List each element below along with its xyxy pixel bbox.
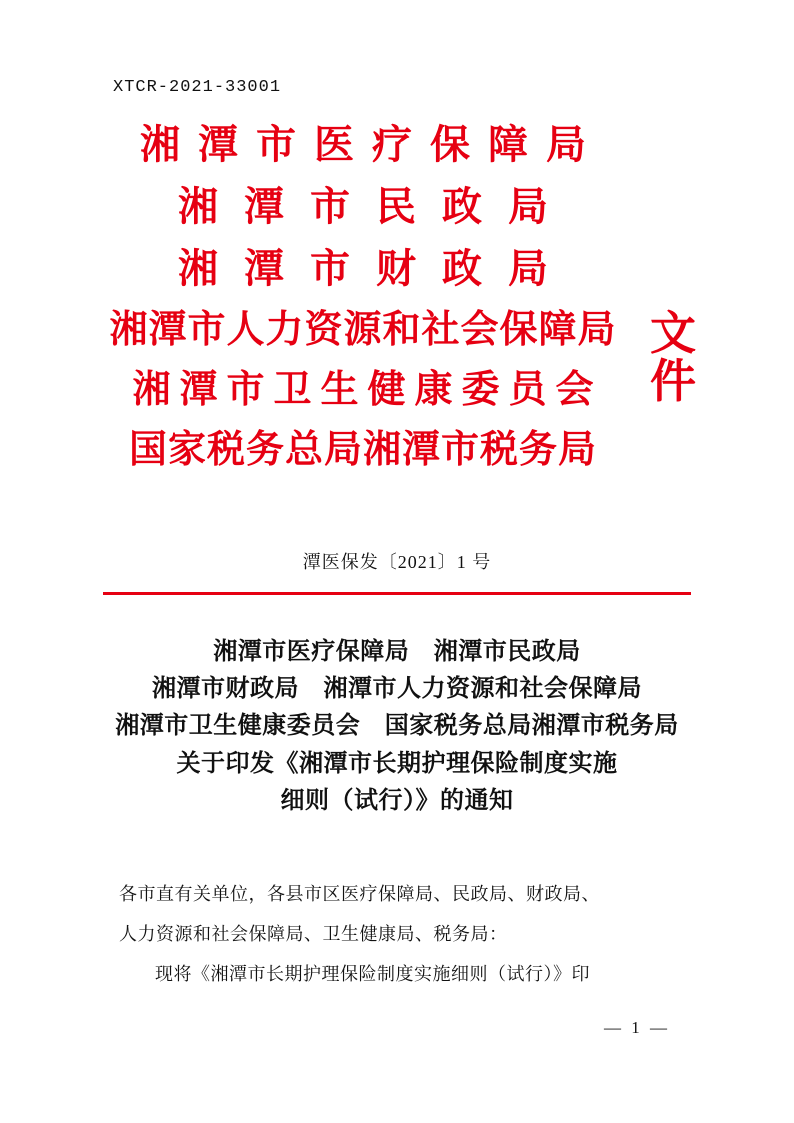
masthead-line-6: 国家税务总局湘潭市税务局 (128, 429, 597, 471)
page-number: — 1 — (604, 1018, 670, 1037)
salutation-line-1: 各市直有关单位，各县市区医疗保障局、民政局、财政局、 (119, 884, 600, 904)
title-line-3: 湘潭市卫生健康委员会 国家税务总局湘潭市税务局 (115, 713, 679, 740)
masthead (0, 122, 794, 515)
masthead-line-3: 湘潭市财政局 (178, 246, 574, 291)
red-divider (103, 592, 691, 595)
title-line-4: 关于印发《湘潭市长期护理保险制度实施 (176, 750, 618, 777)
issue-number: 潭医保发〔2021〕1 号 (302, 552, 492, 572)
title-line-5: 细则（试行）》的通知 (280, 787, 514, 814)
title-line-2: 湘潭市财政局 湘潭市人力资源和社会保障局 (152, 676, 642, 703)
body-paragraph-1: 现将《湘潭市长期护理保险制度实施细则（试行）》印 (155, 964, 590, 984)
document-mark-char-1: 文 (650, 308, 696, 359)
document-mark-char-2: 件 (650, 356, 696, 408)
masthead-line-5: 湘潭市卫生健康委员会 (132, 369, 603, 411)
title-line-1: 湘潭市医疗保障局 湘潭市民政局 (213, 639, 581, 665)
document-title (97, 634, 697, 820)
masthead-line-1: 湘潭市医疗保障局 (140, 122, 604, 167)
masthead-agency-lines (103, 122, 623, 471)
masthead-line-2: 湘潭市民政局 (178, 184, 574, 229)
document-mark (628, 310, 718, 407)
document-code: XTCR-2021-33001 (113, 78, 282, 97)
salutation-line-2: 人力资源和社会保障局、卫生健康局、税务局： (119, 924, 508, 944)
document-body (119, 876, 685, 996)
masthead-line-4: 湘潭市人力资源和社会保障局 (109, 309, 617, 351)
